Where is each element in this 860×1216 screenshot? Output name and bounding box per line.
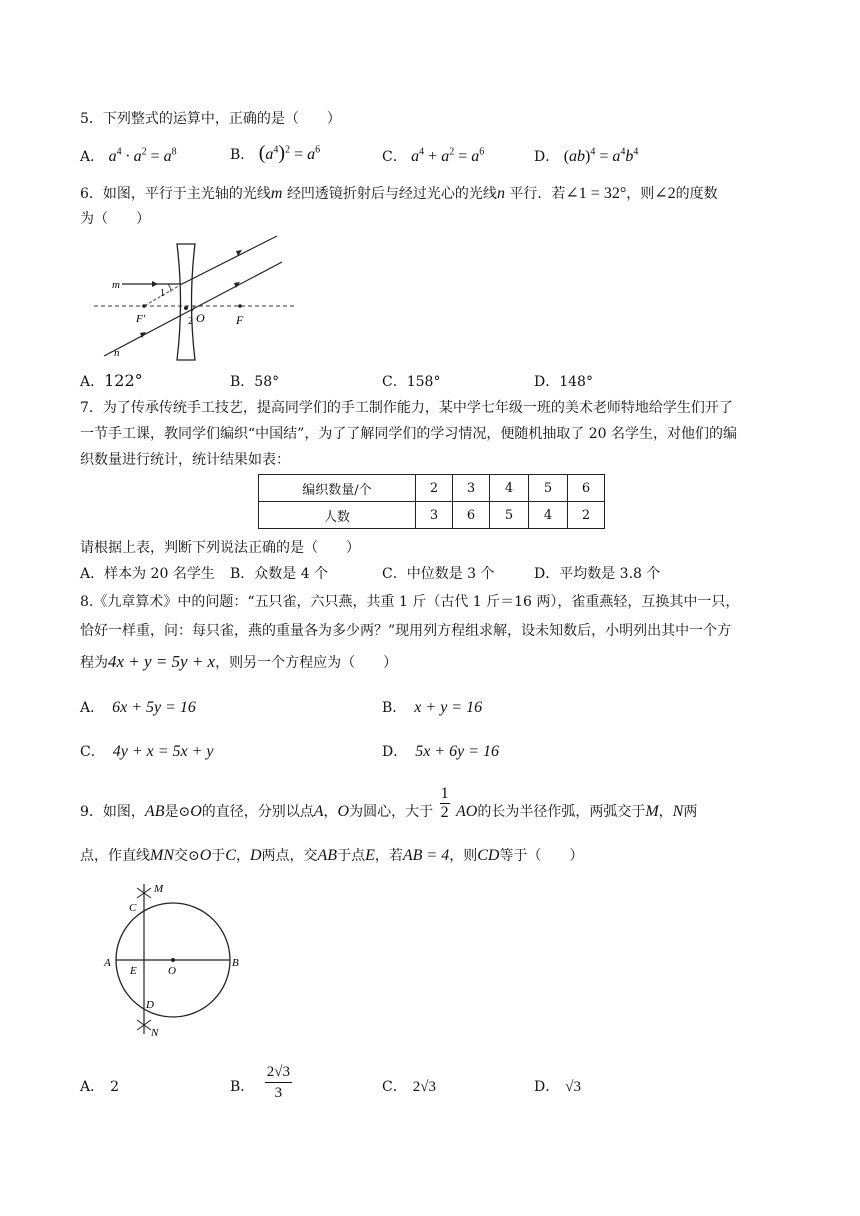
q7-line2: 一节手工课，教同学们编织“中国结”，为了了解同学们的学习情况，便随机抽取了 20 名学生，对他们的编 (80, 426, 738, 442)
option-c-expr: $a^4 + a^2 = a^6$ (411, 146, 485, 165)
refracted-ray (182, 236, 277, 284)
option-b-fraction: $\frac{2√3}{3}$ (266, 1064, 290, 1101)
table-cell: 3 (416, 502, 453, 529)
option-c-label: C． (382, 149, 407, 165)
q6-option-c[interactable]: C．158° (382, 374, 441, 390)
circle-figure (96, 878, 256, 1040)
label-c: C (129, 902, 137, 914)
q8-option-b[interactable]: B． x + y = 16 (382, 699, 483, 716)
label-a: A (104, 957, 111, 969)
label-2: 2 (188, 316, 193, 327)
table-header-cell: 人数 (259, 502, 416, 529)
q9-option-a[interactable]: A． 2 (80, 1079, 120, 1095)
label-m: M (154, 883, 164, 895)
q5-option-d[interactable] (534, 146, 638, 166)
table-cell: 6 (568, 475, 605, 502)
q6-option-b[interactable]: B．58° (230, 374, 280, 390)
point-f (238, 304, 242, 308)
q9-option-d[interactable]: D． √3 (534, 1079, 581, 1095)
point-o (184, 306, 188, 310)
table-cell: 2 (568, 502, 605, 529)
q7-line3: 织数量进行统计，统计结果如表： (80, 452, 290, 468)
q6-stem-line1: 6．如图，平行于主光轴的光线m 经凹透镜折射后与经过光心的光线n 平行．若∠1 = 32°，则∠2的度数 (80, 185, 718, 202)
q7-option-c[interactable]: C．中位数是 3 个 (382, 566, 495, 582)
lens-figure (92, 232, 297, 364)
option-a-label: A． (80, 149, 105, 165)
label-b: B (232, 957, 239, 969)
option-d-expr: $(ab)^4 = a^4b^4$ (563, 146, 639, 165)
table-cell: 6 (453, 502, 490, 529)
q6-stem-line2: 为（ ） (80, 211, 150, 227)
option-d-label: D． (534, 149, 560, 165)
table-cell: 3 (453, 475, 490, 502)
label-f: F (236, 313, 244, 327)
label-f-prime: F′ (136, 313, 146, 325)
q8-line3: 程为4x + y = 5y + x，则另一个方程应为（ ） (80, 652, 398, 671)
q9-option-b[interactable]: B． $\frac{2√3}{3}$ (230, 1064, 290, 1101)
point-f-prime (142, 304, 146, 308)
table-row (259, 475, 605, 502)
label-d: D (146, 999, 154, 1011)
point-o (171, 958, 175, 962)
concave-lens (177, 244, 195, 360)
table-cell: 4 (529, 502, 568, 529)
table-header-cell: 编织数量/个 (259, 475, 416, 502)
q9-fraction: $\frac{1}{2}$ (440, 785, 449, 821)
table-cell: 5 (490, 502, 529, 529)
label-o: O (168, 965, 176, 977)
table-cell: 5 (529, 475, 568, 502)
label-m: m (112, 279, 120, 291)
q7-option-b[interactable]: B．众数是 4 个 (230, 566, 329, 582)
q6-option-a[interactable]: A．122° (80, 371, 143, 390)
q8-option-c[interactable]: C． 4y + x = 5x + y (80, 743, 214, 760)
option-a-expr: $a^4 \cdot a^2 = a^8$ (108, 146, 177, 165)
q8-option-a[interactable]: A． 6x + 5y = 16 (80, 699, 196, 716)
q7-line1: 7．为了传承传统手工技艺，提高同学们的手工制作能力，某中学七年级一班的美术老师特地给学生们开了 (80, 400, 733, 416)
label-e: E (130, 965, 137, 977)
knot-count-table (258, 474, 605, 529)
label-1: 1 (160, 288, 165, 299)
table-row (259, 502, 605, 529)
angle-1-arc (168, 284, 171, 292)
label-n: n (114, 347, 120, 359)
q8-option-d[interactable]: D． 5x + 6y = 16 (382, 743, 500, 760)
option-b-expr: $(a^4)^2 = a^6$ (258, 142, 321, 164)
q5-option-b[interactable] (230, 142, 320, 165)
q9-line2: 点，作直线MN交⊙O于C，D两点，交AB于点E，若AB = 4，则CD等于（ ） (80, 847, 584, 864)
q5-option-c[interactable] (382, 146, 484, 166)
option-b-label: B． (230, 147, 255, 163)
q6-option-d[interactable]: D．148° (534, 374, 593, 390)
q8-line2: 恰好一样重，问：每只雀，燕的重量各为多少两？”现用列方程组求解，设未知数后，小明列出其中一个方 (80, 623, 732, 639)
table-cell: 4 (490, 475, 529, 502)
q8-line1: 8.《九章算术》中的问题：“五只雀，六只燕，共重 1 斤（古代 1 斤＝16 两），雀重燕轻，互换其中一只， (80, 594, 740, 610)
q7-option-d[interactable]: D．平均数是 3.8 个 (534, 566, 661, 582)
label-o: O (196, 311, 205, 325)
q7-option-a[interactable]: A．样本为 20 名学生 (80, 566, 215, 582)
q9-line1: 9．如图，AB是⊙O的直径，分别以点A，O为圆心，大于 $\frac{1}{2}$ AO的长为半径作弧，两弧交于M，N两 (80, 785, 698, 821)
q5-option-a[interactable] (80, 146, 177, 166)
q5-stem: 5．下列整式的运算中，正确的是（ ） (80, 111, 341, 127)
label-n: N (151, 1027, 159, 1039)
ray-m-arrow (152, 281, 158, 287)
q9-option-c[interactable]: C． 2√3 (382, 1079, 436, 1095)
q7-after-table: 请根据上表，判断下列说法正确的是（ ） (80, 540, 360, 556)
table-cell: 2 (416, 475, 453, 502)
